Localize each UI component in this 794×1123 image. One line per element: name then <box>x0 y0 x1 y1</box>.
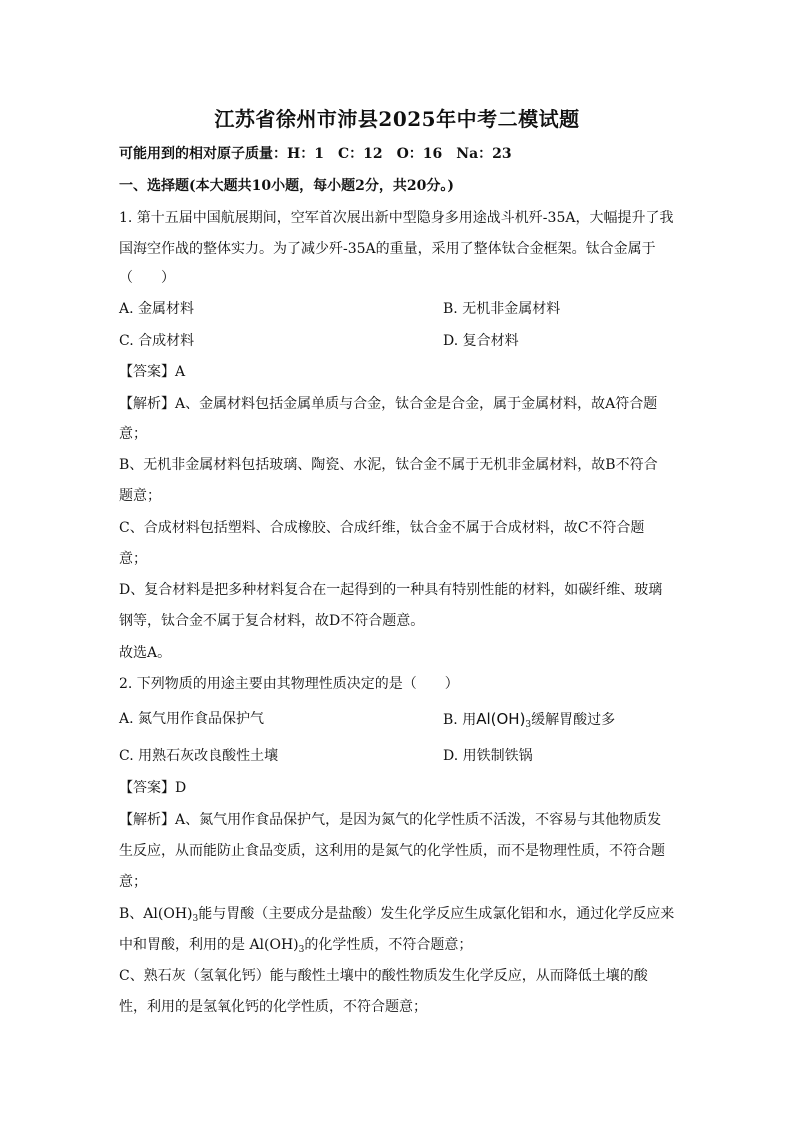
q2-analysis-a-line-3: 意； <box>119 874 147 890</box>
q2-answer: 【答案】D <box>119 780 187 796</box>
q2-analysis-b-line-1-end: 能与胃酸（主要成分是盐酸）发生化学反应生成氯化铝和水，通过化学反应来 <box>198 906 675 922</box>
q2-option-c: C. 用熟石灰改良酸性土壤 <box>119 748 279 764</box>
q2-option-d: D. 用铁制铁锅 <box>443 748 533 764</box>
q2-option-b <box>443 709 615 735</box>
q1-option-d: D. 复合材料 <box>443 333 519 349</box>
q2-option-b-formula: Al(OH) <box>476 710 526 728</box>
page-title: 江苏省徐州市沛县2025年中考二模试题 <box>214 107 580 131</box>
q2-analysis-b-line-2-start: 中和胃酸，利用的是 Al(OH) <box>119 937 299 953</box>
q2-option-b-subscript: 3 <box>525 720 532 730</box>
q1-analysis-b-line-2: 题意； <box>119 488 161 504</box>
q1-analysis-a-line-1: 【解析】A、金属材料包括金属单质与合金，钛合金是合金，属于金属材料，故A符合题 <box>119 396 658 412</box>
q1-analysis-d-line-1: D、复合材料是把多种材料复合在一起得到的一种具有特别性能的材料，如碳纤维、玻璃 <box>119 582 663 598</box>
q1-conclusion: 故选A。 <box>119 645 172 661</box>
q2-option-b-prefix: B. 用 <box>443 712 477 728</box>
q2-analysis-c-line-1: C、熟石灰（氢氧化钙）能与酸性土壤中的酸性物质发生化学反应，从而降低土壤的酸 <box>119 968 648 984</box>
q2-option-a: A. 氮气用作食品保护气 <box>119 711 265 727</box>
q1-option-b: B. 无机非金属材料 <box>443 301 561 317</box>
q2-analysis-b-line-2-end: 的化学性质，不符合题意； <box>304 937 473 953</box>
q2-analysis-b-line-1-subscript: 3 <box>192 914 199 924</box>
q2-analysis-b-line-2-subscript: 3 <box>298 945 305 955</box>
q2-analysis-c-line-2: 性，利用的是氢氧化钙的化学性质，不符合题意； <box>119 999 427 1015</box>
q2-analysis-a-line-1: 【解析】A、氮气用作食品保护气，是因为氮气的化学性质不活泼，不容易与其他物质发 <box>119 812 662 828</box>
q1-analysis-b-line-1: B、无机非金属材料包括玻璃、陶瓷、水泥，钛合金不属于无机非金属材料，故B不符合 <box>119 457 658 473</box>
q2-stem: 2. 下列物质的用途主要由其物理性质决定的是（ ） <box>119 676 459 692</box>
q2-analysis-b-line-1-start: B、Al(OH) <box>119 906 193 922</box>
q1-analysis-a-line-2: 意； <box>119 426 147 442</box>
q1-option-c: C. 合成材料 <box>119 333 195 349</box>
q2-analysis-a-line-2: 生反应，从而能防止食品变质，这利用的是氮气的化学性质，而不是物理性质，不符合题 <box>119 843 665 859</box>
section-heading: 一、选择题(本大题共10小题，每小题2分，共20分。) <box>119 178 454 194</box>
q1-answer: 【答案】A <box>119 364 186 380</box>
q1-analysis-c-line-2: 意； <box>119 551 147 567</box>
q2-option-b-suffix: 缓解胃酸过多 <box>531 712 616 728</box>
q1-option-a: A. 金属材料 <box>119 301 195 317</box>
q2-analysis-b-line-2 <box>119 935 472 960</box>
atomic-masses-note: 可能用到的相对原子质量：H：1 C：12 O：16 Na：23 <box>119 146 512 162</box>
q1-analysis-c-line-1: C、合成材料包括塑料、合成橡胶、合成纤维，钛合金不属于合成材料，故C不符合题 <box>119 520 645 536</box>
q1-stem-line-2: 国海空作战的整体实力。为了减少歼-35A的重量，采用了整体钛合金框架。钛合金属于 <box>119 241 656 257</box>
q1-analysis-d-line-2: 钢等，钛合金不属于复合材料，故D不符合题意。 <box>119 613 425 629</box>
q2-analysis-b-line-1 <box>119 904 674 929</box>
q1-stem-line-3: （ ） <box>119 270 175 286</box>
q1-stem-line-1: 1. 第十五届中国航展期间，空军首次展出新中型隐身多用途战斗机歼-35A，大幅提升了我 <box>119 210 674 226</box>
